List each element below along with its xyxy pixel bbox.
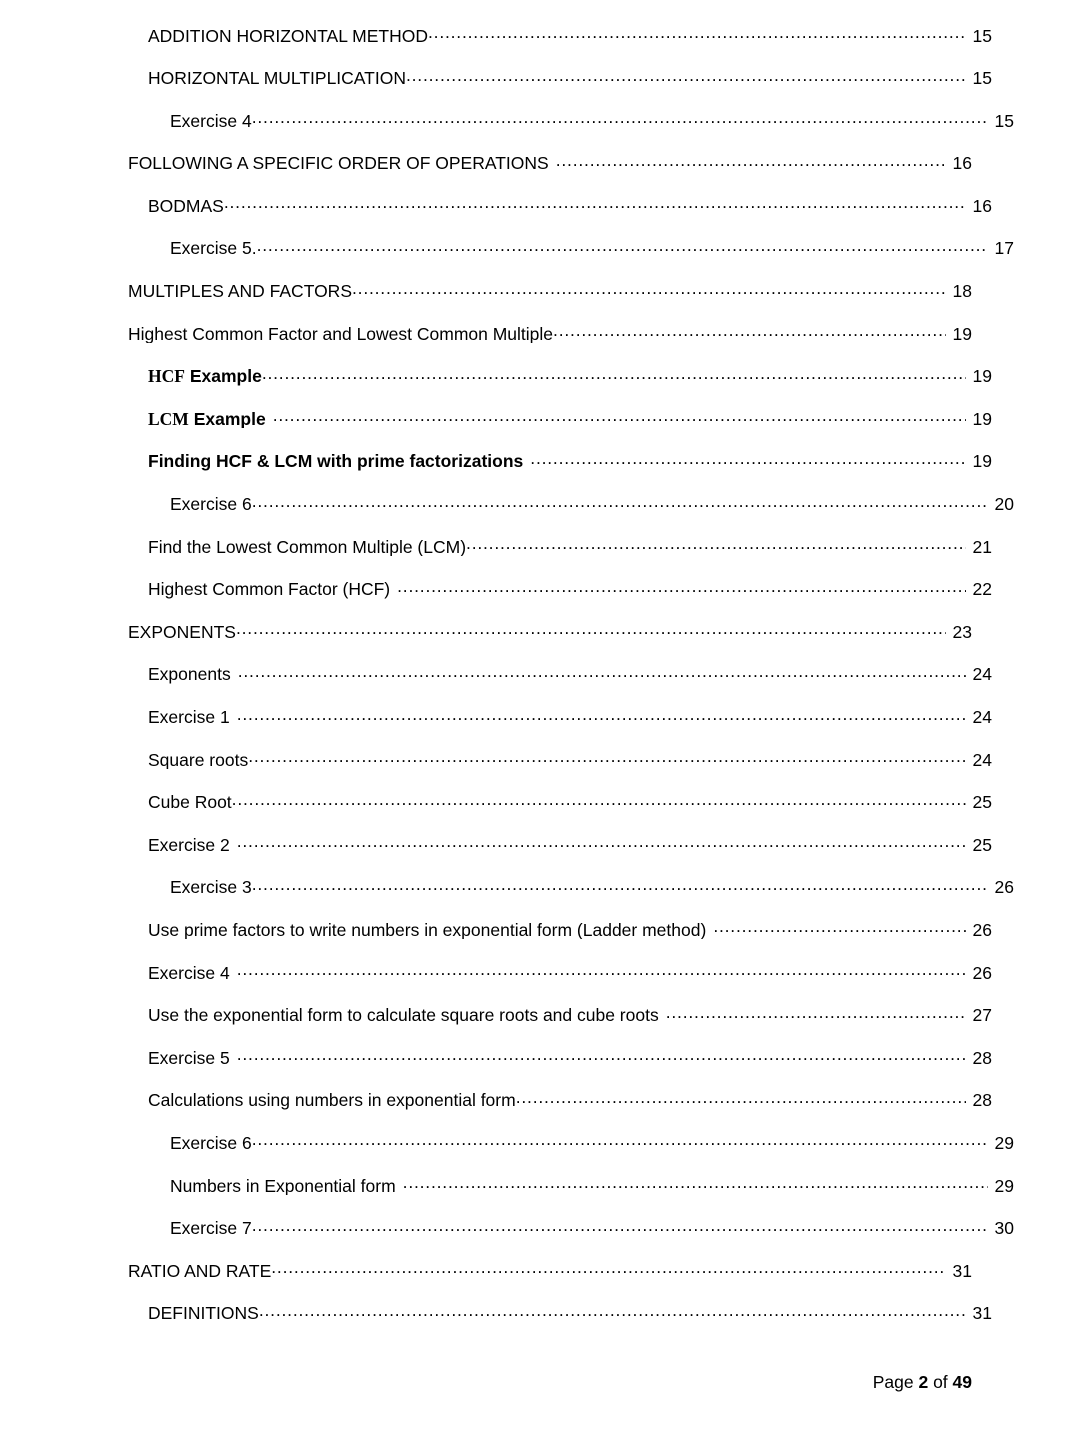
footer-total-pages-number: 49: [952, 1372, 972, 1392]
toc-entry-page-number: 21: [972, 536, 992, 557]
toc-entry-page-number: 18: [952, 281, 972, 302]
toc-entry-page-number: 28: [972, 1047, 992, 1068]
toc-entry-page-number: 29: [994, 1132, 1014, 1153]
toc-leader-dots: [237, 961, 966, 979]
toc-entry-title: Exercise 1: [148, 709, 230, 727]
toc-leader-dots: [556, 152, 946, 170]
toc-leader-dots: [713, 918, 966, 936]
toc-entry-page-number: 19: [972, 451, 992, 472]
toc-entry-page-number: 30: [994, 1218, 1014, 1239]
toc-entry-title: Numbers in Exponential form: [170, 1177, 396, 1196]
toc-leader-dots: [252, 1131, 988, 1149]
toc-entry-page-number: 16: [972, 195, 992, 216]
toc-entry[interactable]: [128, 493, 1014, 536]
toc-entry-page-number: 24: [972, 664, 992, 685]
toc-entry[interactable]: [128, 450, 992, 493]
toc-leader-dots: [352, 280, 946, 298]
toc-entry-title: Exercise 5: [148, 1049, 230, 1068]
toc-entry[interactable]: [128, 152, 972, 195]
toc-entry-page-number: 28: [972, 1090, 992, 1111]
toc-leader-dots: [238, 663, 966, 681]
toc-entry-title-sans-part: Example: [188, 410, 266, 429]
toc-leader-dots: [406, 67, 966, 85]
footer-middle-label: of: [928, 1372, 953, 1392]
toc-entry-title: Exercise 3: [170, 879, 252, 897]
toc-entry[interactable]: [128, 109, 1014, 152]
toc-entry-title-serif-part: HCF: [148, 368, 185, 386]
toc-entry-page-number: 19: [952, 323, 972, 344]
toc-leader-dots: [262, 365, 966, 383]
toc-leader-dots: [252, 876, 988, 894]
toc-entry-title: Highest Common Factor (HCF): [148, 581, 391, 599]
toc-entry-page-number: 31: [952, 1260, 972, 1281]
toc-entry[interactable]: [128, 578, 992, 621]
toc-entry-title: Highest Common Factor and Lowest Common Multiple: [128, 325, 554, 344]
toc-entry[interactable]: [128, 194, 992, 237]
toc-entry-title: Exercise 2: [148, 836, 230, 855]
toc-entry[interactable]: [128, 620, 972, 663]
toc-entry-page-number: 25: [972, 792, 992, 813]
toc-entry-title: Exercise 5.: [170, 240, 257, 258]
toc-entry-title-serif-part: LCM: [148, 410, 189, 429]
toc-leader-dots: [666, 1004, 966, 1022]
toc-entry-page-number: 29: [994, 1175, 1014, 1196]
toc-leader-dots: [252, 1217, 988, 1235]
toc-leader-dots: [237, 833, 966, 851]
toc-entry-title: Square roots: [148, 751, 249, 770]
toc-entry[interactable]: [128, 280, 972, 323]
toc-leader-dots: [271, 1259, 946, 1277]
toc-entry-title: Calculations using numbers in exponential form: [148, 1092, 516, 1110]
toc-leader-dots: [530, 450, 966, 468]
toc-entry-title: Cube Root: [148, 794, 232, 812]
toc-entry[interactable]: [128, 706, 992, 749]
toc-entry-page-number: 26: [994, 877, 1014, 898]
toc-entry-title: Use prime factors to write numbers in exponential form (Ladder method): [148, 921, 707, 940]
toc-entry-page-number: 19: [972, 408, 992, 429]
toc-entry-title: Exercise 4: [148, 964, 230, 983]
toc-entry-page-number: 15: [994, 110, 1014, 131]
toc-entry-page-number: 16: [952, 153, 972, 174]
toc-leader-dots: [553, 322, 946, 340]
toc-entry-page-number: 22: [972, 579, 992, 600]
toc-entry-title: RATIO AND RATE: [128, 1262, 272, 1281]
toc-entry-title: Exponents: [148, 666, 231, 684]
toc-entry[interactable]: [128, 1217, 1014, 1260]
toc-entry[interactable]: [128, 237, 1014, 280]
toc-entry[interactable]: [128, 791, 992, 834]
toc-entry-title: MULTIPLES AND FACTORS: [128, 283, 352, 301]
footer-current-page-number: 2: [918, 1372, 929, 1392]
toc-entry[interactable]: [128, 1302, 992, 1345]
toc-entry[interactable]: [128, 748, 992, 791]
toc-entry-page-number: 24: [972, 707, 992, 727]
toc-entry-title: Exercise 7: [170, 1220, 252, 1238]
toc-entry[interactable]: [128, 1046, 992, 1089]
toc-entry[interactable]: [128, 67, 992, 110]
toc-entry[interactable]: [128, 24, 992, 67]
toc-entry-title: [148, 368, 262, 386]
toc-entry[interactable]: [128, 1131, 1014, 1174]
toc-entry-page-number: 23: [952, 621, 972, 642]
toc-entry-title: FOLLOWING A SPECIFIC ORDER OF OPERATIONS: [128, 155, 549, 173]
toc-entry-title: Exercise 6: [170, 496, 252, 514]
toc-leader-dots: [237, 706, 966, 724]
toc-entry-page-number: 31: [972, 1303, 992, 1324]
toc-leader-dots: [232, 791, 966, 809]
toc-entry-page-number: 25: [972, 834, 992, 855]
toc-entry-page-number: 15: [972, 25, 992, 46]
toc-entry-title: EXPONENTS: [128, 623, 236, 642]
toc-leader-dots: [257, 237, 988, 255]
toc-entry-page-number: 27: [972, 1005, 992, 1026]
toc-entry-page-number: 26: [972, 919, 992, 940]
toc-entry[interactable]: [128, 407, 992, 450]
toc-entry-title: Exercise 4: [170, 112, 252, 131]
toc-entry[interactable]: [128, 876, 1014, 919]
toc-entry-page-number: 17: [994, 238, 1014, 259]
toc-entry-title: Use the exponential form to calculate square roots and cube roots: [148, 1007, 659, 1025]
toc-entry-page-number: 19: [972, 366, 992, 387]
toc-entry-title: ADDITION HORIZONTAL METHOD: [148, 27, 428, 45]
toc-entry-page-number: 15: [972, 68, 992, 89]
toc-entry[interactable]: [128, 322, 972, 365]
toc-entry[interactable]: [128, 961, 992, 1004]
toc-entry[interactable]: [128, 365, 992, 408]
toc-entry-title: BODMAS: [148, 197, 224, 216]
footer-prefix-label: Page: [872, 1372, 919, 1392]
toc-entry-page-number: 26: [972, 962, 992, 983]
toc-entry[interactable]: [128, 1089, 992, 1132]
toc-entry-page-number: 20: [994, 494, 1014, 515]
toc-entry[interactable]: [128, 1259, 972, 1302]
toc-entry-page-number: 24: [972, 749, 992, 770]
toc-leader-dots: [236, 620, 946, 638]
toc-leader-dots: [252, 109, 988, 127]
toc-leader-dots: [516, 1089, 966, 1107]
toc-entry[interactable]: [128, 1174, 1014, 1217]
toc-leader-dots: [273, 407, 966, 425]
toc-leader-dots: [403, 1174, 988, 1192]
toc-entry[interactable]: [128, 535, 992, 578]
toc-entry[interactable]: [128, 918, 992, 961]
toc-entry-title: Finding HCF & LCM with prime factorizations: [148, 453, 524, 471]
toc-leader-dots: [397, 578, 966, 596]
toc-entry-title: Exercise 6: [170, 1134, 252, 1153]
toc-leader-dots: [237, 1046, 966, 1064]
toc-entry-title: HORIZONTAL MULTIPLICATION: [148, 70, 406, 88]
toc-entry-title: [148, 411, 266, 429]
toc-entry[interactable]: [128, 1004, 992, 1047]
toc-entry-title-sans-part: Example: [184, 368, 262, 386]
page-footer: [0, 1374, 972, 1392]
toc-leader-dots: [252, 493, 988, 511]
toc-leader-dots: [466, 535, 966, 553]
table-of-contents-list: [128, 24, 1014, 1344]
toc-leader-dots: [224, 194, 966, 212]
toc-entry-title: DEFINITIONS: [148, 1305, 259, 1323]
toc-leader-dots: [428, 24, 966, 42]
toc-leader-dots: [259, 1302, 966, 1320]
toc-entry[interactable]: [128, 833, 992, 876]
toc-entry-title: Find the Lowest Common Multiple (LCM): [148, 538, 467, 557]
toc-entry[interactable]: [128, 663, 992, 706]
toc-leader-dots: [248, 748, 966, 766]
